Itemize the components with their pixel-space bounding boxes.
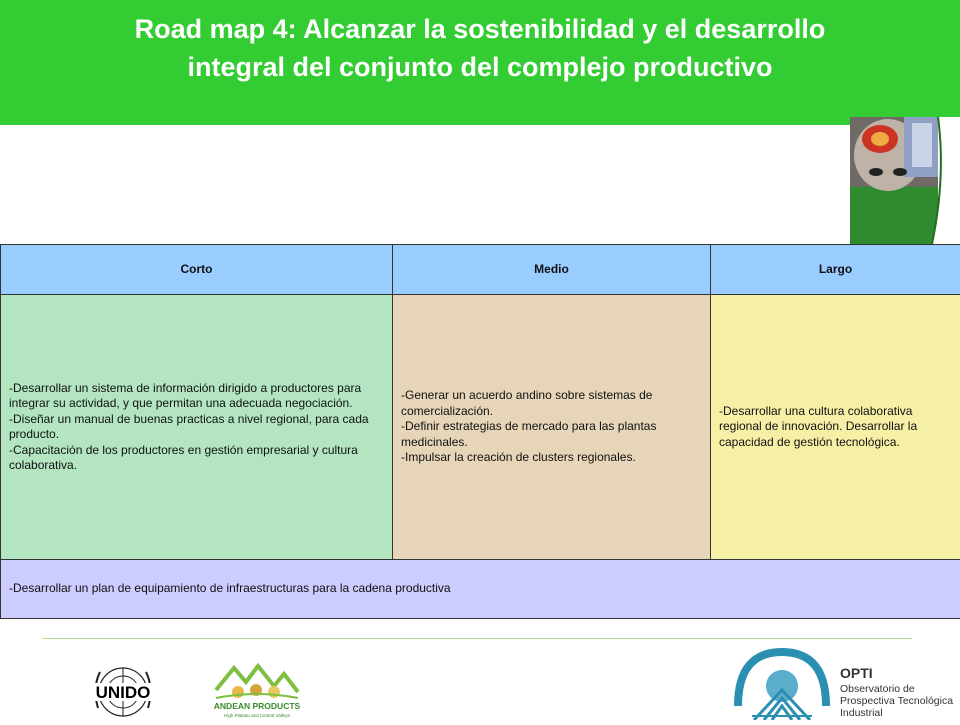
title-line-1: Road map 4: Alcanzar la sostenibilidad y el desarrollo <box>40 10 920 48</box>
opti-line-1: Observatorio de <box>840 683 915 695</box>
list-item: -Diseñar un manual de buenas practicas a nivel regional, para cada producto. <box>9 412 384 443</box>
face-collage-image <box>850 117 960 244</box>
list-item: -Definir estrategias de mercado para las plantas medicinales. <box>401 419 702 450</box>
table-body-row <box>1 295 960 560</box>
opti-logo <box>732 646 960 720</box>
decorative-photo <box>850 117 960 244</box>
andean-subtitle: High Plateau and Central Valleys <box>224 713 290 718</box>
list-item: -Generar un acuerdo andino sobre sistemas de comercialización. <box>401 388 702 419</box>
andean-products-logo <box>212 660 302 720</box>
table-header-row <box>1 245 960 295</box>
opti-title: OPTI <box>840 665 873 681</box>
header-medio: Medio <box>393 245 711 295</box>
unido-logo <box>88 658 158 720</box>
un-globe-icon <box>88 658 158 720</box>
list-item: -Impulsar la creación de clusters regionales. <box>401 450 702 466</box>
table-all-terms-row <box>1 560 960 619</box>
cell-largo <box>711 295 960 560</box>
page-title <box>40 10 920 86</box>
mountains-icon <box>212 660 302 720</box>
opti-emblem-icon <box>732 646 960 720</box>
roadmap-table <box>0 244 960 619</box>
footer-divider <box>42 638 912 639</box>
list-item: -Capacitación de los productores en gestión empresarial y cultura colaborativa. <box>9 443 384 474</box>
list-item: -Desarrollar un sistema de información dirigido a productores para integrar su actividad, y que permitan una adecuada negociación. <box>9 381 384 412</box>
title-line-2: integral del conjunto del complejo productivo <box>40 48 920 86</box>
title-banner <box>0 0 960 125</box>
cell-medio <box>393 295 711 560</box>
header-largo: Largo <box>711 245 960 295</box>
header-corto: Corto <box>1 245 393 295</box>
cell-corto <box>1 295 393 560</box>
opti-line-2: Prospectiva Tecnológica <box>840 695 953 707</box>
opti-line-3: Industrial <box>840 707 883 719</box>
list-item: -Desarrollar una cultura colaborativa regional de innovación. Desarrollar la capacidad de gestión tecnológica. <box>719 404 952 451</box>
unido-text: UNIDO <box>96 683 151 702</box>
andean-title: ANDEAN PRODUCTS <box>214 701 301 711</box>
cell-all-terms: -Desarrollar un plan de equipamiento de infraestructuras para la cadena productiva <box>1 560 960 619</box>
